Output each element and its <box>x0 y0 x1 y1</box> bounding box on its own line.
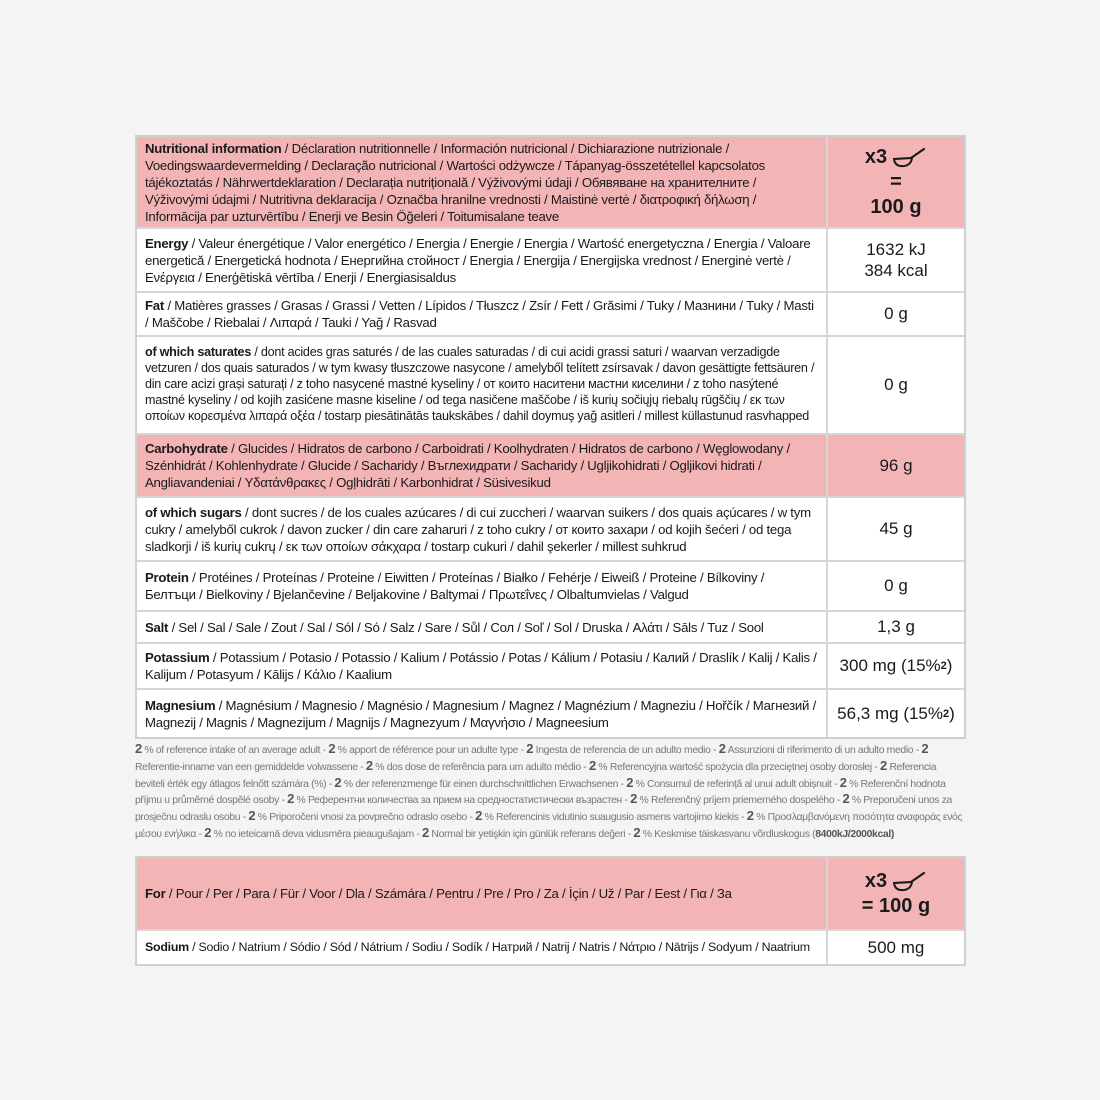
serving-multiplier: x3 <box>864 145 888 168</box>
footnote-mark: 2 <box>880 757 887 773</box>
footnote-mark: 2 <box>365 757 373 773</box>
scoop-icon <box>891 869 927 893</box>
footnote-mark: 2 <box>588 757 596 773</box>
nutrient-value: 56,3 mg (15% 2 ) <box>837 703 955 723</box>
footnote-mark: 2 <box>630 791 637 807</box>
footnote-text: Normal bir yetişkin için günlük referans değeri - <box>428 828 634 840</box>
footnote-mark: 2 <box>135 741 142 756</box>
nutrient-row-magnesium <box>137 690 964 737</box>
nutrient-row-protein <box>137 562 964 612</box>
footnote-mark: 2 <box>421 824 429 840</box>
nutrient-label: Protein / Protéines / Proteínas / Proteine / Eiwitten / Proteínas / Białko / Fehérje / Eiweiß / Proteine / Bílkoviny / Белтъци / Bielkoviny / Bjelančevine / Beljakovine / Baltymai / Πρωτεΐνες / Olbaltumvielas / Valgud <box>137 562 828 610</box>
nutrient-label: Salt / Sel / Sal / Sale / Zout / Sal / Sól / Só / Salz / Sare / Sůl / Сол / Soľ / Sol / Druska / Αλάτι / Sāls / Tuz / Sool <box>137 612 828 642</box>
scoop-icon <box>891 145 927 169</box>
nutrient-row-sugars <box>137 498 964 562</box>
nutrient-value: 300 mg (15% 2 ) <box>839 656 953 675</box>
footnote-text: % Referencyjna wartość spożycia dla przeciętnej osoby dorosłej - <box>595 761 881 773</box>
footnote-text: % Προσλαμβανόμενη ποσότητα αναφοράς ενός μέσου ενήλικα - <box>135 812 963 840</box>
footnote-mark: 2 <box>248 808 256 824</box>
nutrient-label: Carbohydrate / Glucides / Hidratos de carbono / Carboidrati / Koolhydraten / Hidratos de carbono / Węglowodany / Szénhidrát / Kohlenhydrate / Glucide / Sacharidy / Въглехидрати / Sacharidy / Ugljikohidrati / Ogljikovi hidrati / Angliavandeniai / Υδατάνθρακες / Ogļhidrāti / Karbonhidrat / Süsivesikud <box>137 435 828 496</box>
serving-size-cell <box>828 137 964 227</box>
nutrient-label: of which saturates / dont acides gras saturés / de las cuales saturadas / di cui acidi grassi saturi / waarvan verzadigde vetzuren / dos quais saturados / w tym kwasy tłuszczowe nasycone / amelyből telített zsírsavak / davon gesättigte fettsäuren / din care acizi grași saturați / z toho nasycené mastné kyseliny / от които наситени мастни киселини / z toho nasýtené mastné kyseliny / od kojih zasićene masne kiseline / od tega nasičene maščobe / iš kurių sočiųjų riebalų rūgščių / εκ των οποίων κορεσμένα λιπαρά οξέα / tostarp piesātinātās taukskābes / dahil doymuş yağ asitleri / millest küllastunud rasvhapped <box>137 337 828 433</box>
footnote-mark: 2 <box>839 774 847 790</box>
footnote-text: Ingesta de referencia de un adulto medio - <box>533 745 719 756</box>
nutrient-label: of which sugars / dont sucres / de los cuales azúcares / di cui zuccheri / waarvan suikers / dos quais açúcares / w tym cukry / amelyből cukrok / davon zucker / din care zaharuri / z toho cukry / от които захари / od kojih šećeri / od tega sladkorji / iš kurių cukrų / εκ των οποίων σάκχαρα / tostarp cukuri / dahil şekerler / millest suhkrud <box>137 498 828 560</box>
sodium-header-row <box>137 858 964 931</box>
nutrient-value: 1632 kJ 384 kcal <box>864 240 928 280</box>
nutrition-header-label <box>137 137 828 227</box>
nutrient-row-carbohydrate <box>137 435 964 498</box>
nutrient-row-energy <box>137 229 964 293</box>
footnote-text: % Референтни количества за прием на средностатистически възрастен - <box>294 795 631 807</box>
footnote-mark: 2 <box>204 824 212 840</box>
nutrition-table <box>135 135 966 739</box>
sodium-table <box>135 856 966 966</box>
footnote-text: % der referenzmenge für einen durchschnittlichen Erwachsenen - <box>341 778 627 790</box>
footnote-text: Assunzioni di riferimento di un adulto medio - <box>725 745 922 756</box>
footnote-mark: 2 <box>718 741 726 756</box>
nutrient-value: 1,3 g <box>877 617 915 636</box>
nutrition-header-row <box>137 137 964 229</box>
nutrient-row-saturates <box>137 337 964 435</box>
footnote-mark: 2 <box>633 824 641 840</box>
nutrient-row-salt <box>137 612 964 644</box>
serving-size-cell <box>828 858 964 929</box>
header-title: Nutritional information <box>145 140 282 156</box>
footnote-text: % apport de référence pour un adulte type - <box>335 745 527 756</box>
nutrient-value: 45 g <box>879 519 913 538</box>
footnote-text: % no ieteicamā deva vidusmēra pieaugušajam - <box>211 828 422 840</box>
footnote-mark: 2 <box>334 774 342 790</box>
footnote-text: Referentie-inname van een gemiddelde volwassene - <box>135 761 366 773</box>
footnote-text: % Priporočeni vnosi za povprečno odraslo osebo - <box>255 812 476 824</box>
footnote-text: % Consumul de referință al unui adult obișnuit - <box>633 778 840 790</box>
nutrient-label: Potassium / Potassium / Potasio / Potassio / Kalium / Potássio / Potas / Kálium / Potasiu / Калий / Draslík / Kalij / Kalis / Kalijum / Potasyum / Kālijs / Κάλιο / Kaalium <box>137 644 828 688</box>
footnote-mark: 2 <box>842 791 850 807</box>
serving-multiplier: x3 <box>864 869 888 892</box>
nutrient-label: Energy / Valeur énergétique / Valor energético / Energia / Energie / Energia / Wartość energetyczna / Energia / Valoare energetică / Energetická hodnota / Енергийна стойност / Energia / Energija / Energijska vrednost / Energinė vertė / Ενέργεια / Enerģētiskā vērtība / Enerji / Energiasisaldus <box>137 229 828 291</box>
nutrient-value: 0 g <box>884 375 908 394</box>
footnote-mark: 2 <box>328 741 336 756</box>
nutrient-value: 500 mg <box>867 937 925 957</box>
footnote-reference-energy: 8400kJ/2000kcal <box>815 828 891 840</box>
footnote-text: % Referencinis vidutinio suaugusio asmens vartojimo kiekis - <box>482 812 747 824</box>
footnote-mark: 2 <box>475 808 483 824</box>
serving-equals: = <box>890 170 902 193</box>
nutrient-row-sodium <box>137 931 964 964</box>
nutrient-row-potassium <box>137 644 964 690</box>
nutrient-value: 0 g <box>884 576 908 595</box>
footnote-text: % of reference intake of an average adult - <box>141 745 329 756</box>
nutrient-row-fat <box>137 293 964 337</box>
footnote-text: % Referenční hodnota příjmu u průměrné dospělé osoby - <box>135 778 946 807</box>
nutrient-label: Fat / Matières grasses / Grasas / Grassi / Vetten / Lípidos / Tłuszcz / Zsír / Fett / Grăsimi / Tuky / Мазнини / Tuky / Masti / Maščobe / Riebalai / Λιπαρά / Tauki / Yağ / Rasvad <box>137 293 828 335</box>
footnote-mark: 2 <box>526 741 534 756</box>
footnote-mark: 2 <box>746 808 754 824</box>
reference-intake-footnote: 2 % of reference intake of an average adult - 2 % apport de référence pour un adulte type - 2 Ingesta de referencia de un adulto medio - 2 Assunzioni di riferimento di un adulto medio - 2 Referentie-inname van een gemiddelde volwassene - 2 % dos dose de referência para um adulto médio - 2 % Referencyjna wartość spożycia dla przeciętnej osoby dorosłej - 2 Referencia beviteli érték egy átlagos felnőtt számára (%) - 2 % der referenzmenge für einen durchschnittlichen Erwachsenen - 2 % Consumul de referință al unui adult obișnuit - 2 % Referenční hodnota příjmu u průměrné dospělé osoby - 2 % Референтни количества за прием на средностатистически възрастен - 2 % Referenčný príjem priemerného dospelého - 2 % Preporučeni unos za prosječnu odraslu osobu - 2 % Priporočeni vnosi za povprečno odraslo osebo - 2 % Referencinis vidutinio suaugusio asmens vartojimo kiekis - 2 % Προσλαμβανόμενη ποσότητα αναφοράς ενός μέσου ενήλικα - 2 % no ieteicamā deva vidusmēra pieaugušajam - 2 Normal bir yetişkin için günlük referans değeri - 2 % Keskmise täiskasvanu võrdluskogus (8400kJ/2000kcal) <box>135 741 963 840</box>
serving-amount: = 100 g <box>861 894 931 917</box>
sodium-header-label: For / Pour / Per / Para / Für / Voor / Dla / Számára / Pentru / Pre / Pro / Za / İçin / Už / Par / Eest / Για / За <box>137 858 828 929</box>
nutrient-label: Magnesium / Magnésium / Magnesio / Magnésio / Magnesium / Magnez / Magnézium / Magneziu / Hořčík / Магнезий / Magnezij / Magnis / Magnezijum / Magnijs / Magnezyum / Μαγνήσιο / Magneesium <box>137 690 828 737</box>
nutrient-value: 96 g <box>879 455 913 475</box>
footnote-text: % dos dose de referência para um adulto médio - <box>372 761 589 773</box>
footnote-text: Referencia beviteli érték egy átlagos felnőtt számára (%) - <box>135 761 937 790</box>
footnote-text: % Keskmise täiskasvanu võrdluskogus ( <box>640 828 816 840</box>
footnote-text: % Preporučeni unos za prosječnu odraslu osobu - <box>135 795 952 824</box>
nutrient-value: 0 g <box>884 304 908 323</box>
footnote-mark: 2 <box>287 791 295 807</box>
footnote-text: % Referenčný príjem priemerného dospelého - <box>637 795 843 807</box>
header-translations: / Déclaration nutritionnelle / Información nutricional / Dichiarazione nutrizionale / Voedingswaardevermelding / Declaração nutricional / Wartości odżywcze / Tápanyag-összetétellel kapcsolatos tájékoztatás / Nährwertdeklaration / Declarația nutrițională / Výživovými údaji / Обявяване на хранителните / Výživovými údajmi / Nutritivna deklaracija / Označba hranilne vrednosti / Maistinė vertė / διατροφική δήλωση / Informācija par uzturvērtību / Enerji ve Besin Öğeleri / Toitumisalane teave <box>145 140 766 224</box>
footnote-mark: 2 <box>626 774 634 790</box>
serving-amount: 100 g <box>870 195 922 218</box>
nutrient-label: Sodium / Sodio / Natrium / Sódio / Sód / Nátrium / Sodiu / Sodík / Натрий / Natrij / Natris / Νάτριο / Nātrijs / Sodyum / Naatrium <box>137 931 828 964</box>
footnote-mark: 2 <box>921 741 929 756</box>
